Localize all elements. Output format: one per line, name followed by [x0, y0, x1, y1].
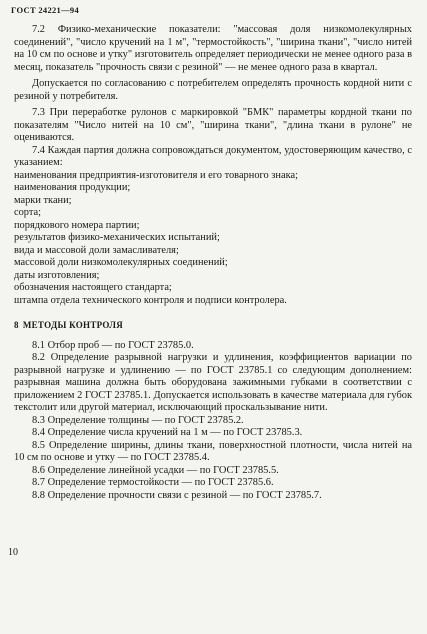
list-item: результатов физико-механических испытаний;: [14, 232, 220, 243]
list-item: даты изготовления;: [14, 269, 100, 281]
document-contents-list: [14, 170, 412, 308]
paragraph-7-3: 7.3 При переработке рулонов с маркировкой "БМК" параметры кордной ткани по показателям "Число нитей на 10 см", "ширина ткани", "длина ткани в рулоне" не оцениваются.: [14, 107, 412, 143]
list-item: штампа отдела технического контроля и подписи контролера.: [14, 294, 287, 306]
paragraph-7-2: 7.2 Физико-механические показатели: "массовая доля низкомолекулярных соединений", "число кручений на 1 м", "термостойкость", "ширина ткани", "число нитей на 10 см по основе и утку" изготовитель определяет периодически не менее одного раза в месяц, показатель "прочность связи с резиной" — не менее одного раза в квартал.: [14, 24, 412, 73]
list-item: порядкового номера партии;: [14, 219, 140, 231]
list-item: сорта;: [14, 207, 42, 218]
list-item: марки ткани;: [14, 194, 72, 206]
list-item: наименования продукции;: [14, 182, 131, 193]
page-header: ГОСТ 24221—94: [11, 5, 79, 15]
paragraph-8-1: 8.1 Отбор проб — по ГОСТ 23785.0.: [32, 339, 194, 351]
list-item: наименования предприятия-изготовителя и его товарного знака;: [14, 169, 298, 181]
section-title: МЕТОДЫ КОНТРОЛЯ: [22, 320, 124, 330]
page-number: 10: [8, 547, 18, 558]
paragraph-8-3: 8.3 Определение толщины — по ГОСТ 23785.2.: [32, 414, 244, 426]
paragraph-7-4: 7.4 Каждая партия должна сопровождаться документом, удостоверяющим качество, с указанием:: [14, 144, 412, 168]
section-heading: [14, 319, 412, 332]
paragraph-8-5: 8.5 Определение ширины, длины ткани, поверхностной плотности, числа нитей на 10 см по основе и утку — по ГОСТ 23785.4.: [14, 439, 412, 463]
list-item: вида и массовой доли замасливателя;: [14, 244, 179, 256]
paragraph-8-8: 8.8 Определение прочности связи с резиной — по ГОСТ 23785.7.: [32, 489, 322, 501]
paragraph-7-2-note: Допускается по согласованию с потребителем определять прочность кордной нити с резиной у потребителя.: [14, 78, 412, 102]
list-item: обозначения настоящего стандарта;: [14, 282, 172, 293]
section-number: 8: [14, 320, 19, 330]
paragraph-8-6: 8.6 Определение линейной усадки — по ГОСТ 23785.5.: [32, 464, 279, 476]
document-body: [14, 24, 412, 502]
paragraph-8-7: 8.7 Определение термостойкости — по ГОСТ 23785.6.: [32, 477, 274, 488]
paragraph-8-4: 8.4 Определение числа кручений на 1 м — по ГОСТ 23785.3.: [32, 427, 303, 438]
paragraph-8-2: 8.2 Определение разрывной нагрузки и удлинения, коэффициентов вариации по разрывной нагрузке и удлинению — по ГОСТ 23785.1 со следующим дополнением: разрывная машина должна быть оборудована зажимными губками в соответствии с приложением 2 ГОСТ 23785.1. Допускается использовать в качестве материала для губок текстолит или другой материал, исключающий проскальзывание нити.: [14, 352, 412, 413]
list-item: массовой доли низкомолекулярных соединений;: [14, 257, 228, 268]
